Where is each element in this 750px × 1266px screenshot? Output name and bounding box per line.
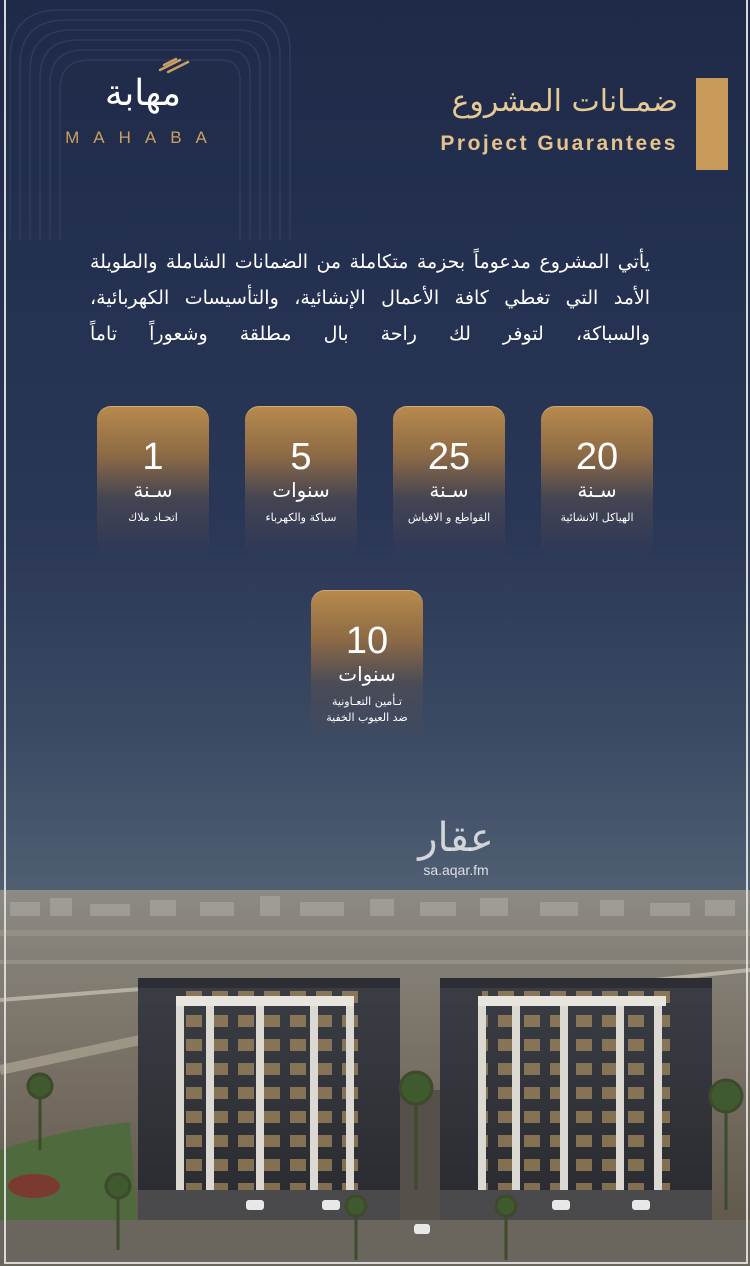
guarantee-unit: سـنة bbox=[577, 478, 617, 502]
guarantee-card-owners-union bbox=[97, 406, 209, 556]
guarantee-number: 20 bbox=[575, 436, 619, 478]
guarantee-number: 1 bbox=[142, 436, 164, 478]
guarantee-unit: سـنة bbox=[133, 478, 173, 502]
guarantee-unit: سنوات bbox=[272, 478, 330, 502]
guarantee-number: 10 bbox=[345, 620, 389, 662]
title-arabic: ضمـانات المشروع bbox=[451, 84, 678, 119]
guarantee-number: 25 bbox=[427, 436, 471, 478]
intro-paragraph: يأتي المشروع مدعوماً بحزمة متكاملة من الضمانات الشاملة والطويلة الأمد التي تغطي كافة الأعمال الإنشائية، والتأسيسات الكهربائية، والسباكة، لتوفر لك راحة بال مطلقة وشعوراً تاماً bbox=[90, 251, 650, 345]
brand-logo bbox=[38, 52, 248, 162]
page-title bbox=[356, 78, 736, 170]
watermark-url: sa.aqar.fm bbox=[423, 862, 489, 878]
aqar-watermark bbox=[396, 815, 516, 885]
building-render-image bbox=[0, 890, 750, 1266]
guarantee-unit: سـنة bbox=[429, 478, 469, 502]
guarantee-label: القواطع و الافياش bbox=[407, 511, 491, 524]
guarantee-label: تـأمين التعـاونية ضد العيوب الخفية bbox=[326, 695, 408, 724]
logo-marks-icon bbox=[154, 54, 194, 74]
logo-arabic-text: مهابة bbox=[104, 73, 182, 114]
guarantee-card-plumbing bbox=[245, 406, 357, 556]
guarantee-card-breakers bbox=[393, 406, 505, 556]
watermark-arabic: عقار bbox=[418, 815, 494, 861]
logo-latin-text: MAHABA bbox=[65, 128, 221, 147]
guarantee-label: الهياكل الانشائية bbox=[560, 511, 634, 524]
guarantee-card-insurance bbox=[311, 590, 423, 742]
guarantee-number: 5 bbox=[290, 436, 312, 478]
title-accent-bar bbox=[696, 78, 728, 170]
guarantee-unit: سنوات bbox=[338, 662, 396, 686]
guarantee-label: سباكة والكهرباء bbox=[265, 511, 337, 524]
guarantee-card-structures bbox=[541, 406, 653, 556]
guarantee-label: اتحـاد ملاك bbox=[128, 511, 178, 524]
title-english: Project Guarantees bbox=[440, 132, 678, 155]
